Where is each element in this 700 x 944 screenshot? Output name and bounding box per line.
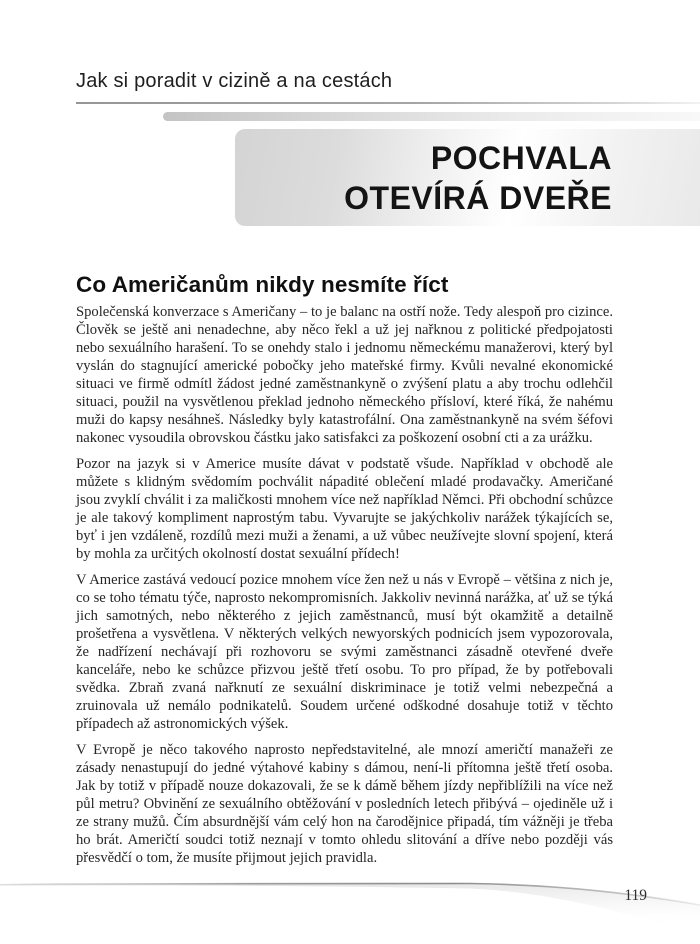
running-header-title: Jak si poradit v cizině a na cestách (76, 70, 393, 92)
paragraph: V Evropě je něco takového naprosto nepředstavitelné, ale mnozí američtí manažeři ze zásady nenastupují do jedné výtahové kabiny s dámou, není-li přítomna ještě třetí osoba. Jak by totiž v případě nouze dokazovali, že se k dámě během jízdy nepřiblížili na více než půl metru? Obvinění ze sexuálního obtěžování v posledních letech přibývá – ojediněle už i ze strany mužů. Čím absurdnější vám celý hon na čarodějnice připadá, tím vážněji je třeba ho brát. Američtí soudci totiž neznají v tomto ohledu slitování a dříve nebo později vás přesvědčí o tom, že musíte přijmout jejich pravidla. (76, 742, 613, 866)
page-number: 119 (624, 887, 647, 904)
body-text (76, 303, 613, 867)
header-rule (76, 102, 700, 104)
footer-swoosh (0, 874, 700, 944)
chapter-title-line2: OTEVÍRÁ DVEŘE (344, 179, 612, 216)
section-heading: Co Američanům nikdy nesmíte říct (76, 272, 449, 297)
chapter-title-line1: POCHVALA (430, 139, 612, 176)
accent-bar (163, 112, 700, 121)
footer-swoosh-fill (0, 884, 700, 939)
paragraph: Pozor na jazyk si v Americe musíte dávat v podstatě všude. Například v obchodě ale můžete s klidným svědomím pochválit nápadité oblečení mladé prodavačky. Američané jsou zvyklí chválit i za maličkosti mnohem více než například Němci. Při obchodní schůzce je ale takový kompliment naprostým tabu. Vyvarujte se jakýchkoliv narážek týkajících se, byť i jen vzdáleně, rozdílů mezi muži a ženami, a už vůbec neužívejte slovní spojení, která by mohla za určitých okolností dostat sexuální přídech! (76, 456, 613, 562)
paragraph: V Americe zastává vedoucí pozice mnohem více žen než u nás v Evropě – většina z nich je, co se toho tématu týče, naprosto nekompromisních. Jakkoliv nevinná narážka, ať už se týká jich samotných, nebo některého z jejich zaměstnanců, musí být okamžitě a detailně prošetřena a vysvětlena. V některých velkých newyorských podnicích jsem vypozorovala, že nadřízení nechávají při rozhovoru se svými zaměstnanci zásadně otevřené dveře kanceláře, nebo ke schůzce přizvou ještě třetí osobu. To pro případ, že by potřebovali svědka. Zbraň zvaná nařknutí ze sexuální diskriminace je totiž velmi nebezpečná a zruinovala už nemálo podnikatelů. Soudem určené odškodné dosahuje totiž v těchto případech až astronomických výšek. (76, 572, 613, 732)
paragraph: Společenská konverzace s Američany – to je balanc na ostří nože. Tedy alespoň pro cizince. Člověk se ještě ani nenadechne, aby něco řekl a už jej nařknou z politické předpojatosti nebo sexuálního harašení. To se onehdy stalo i jednomu německému manažerovi, který byl vyslán do stagnující americké pobočky jeho mateřské firmy. Kvůli nevalné ekonomické situaci ve firmě odmítl žádost jedné zaměstnankyně o zvýšení platu a aby trochu odlehčil situaci, použil na vysvětlenou překlad jednoho německého přísloví, které říká, že nahému muži do kapsy nesáhneš. Následky byly katastrofální. Ona zaměstnankyně na svém šéfovi nakonec vysoudila obrovskou částku jako satisfakci za poškození osobní cti a za urážku. (76, 304, 613, 446)
chapter-title-box (235, 129, 700, 226)
